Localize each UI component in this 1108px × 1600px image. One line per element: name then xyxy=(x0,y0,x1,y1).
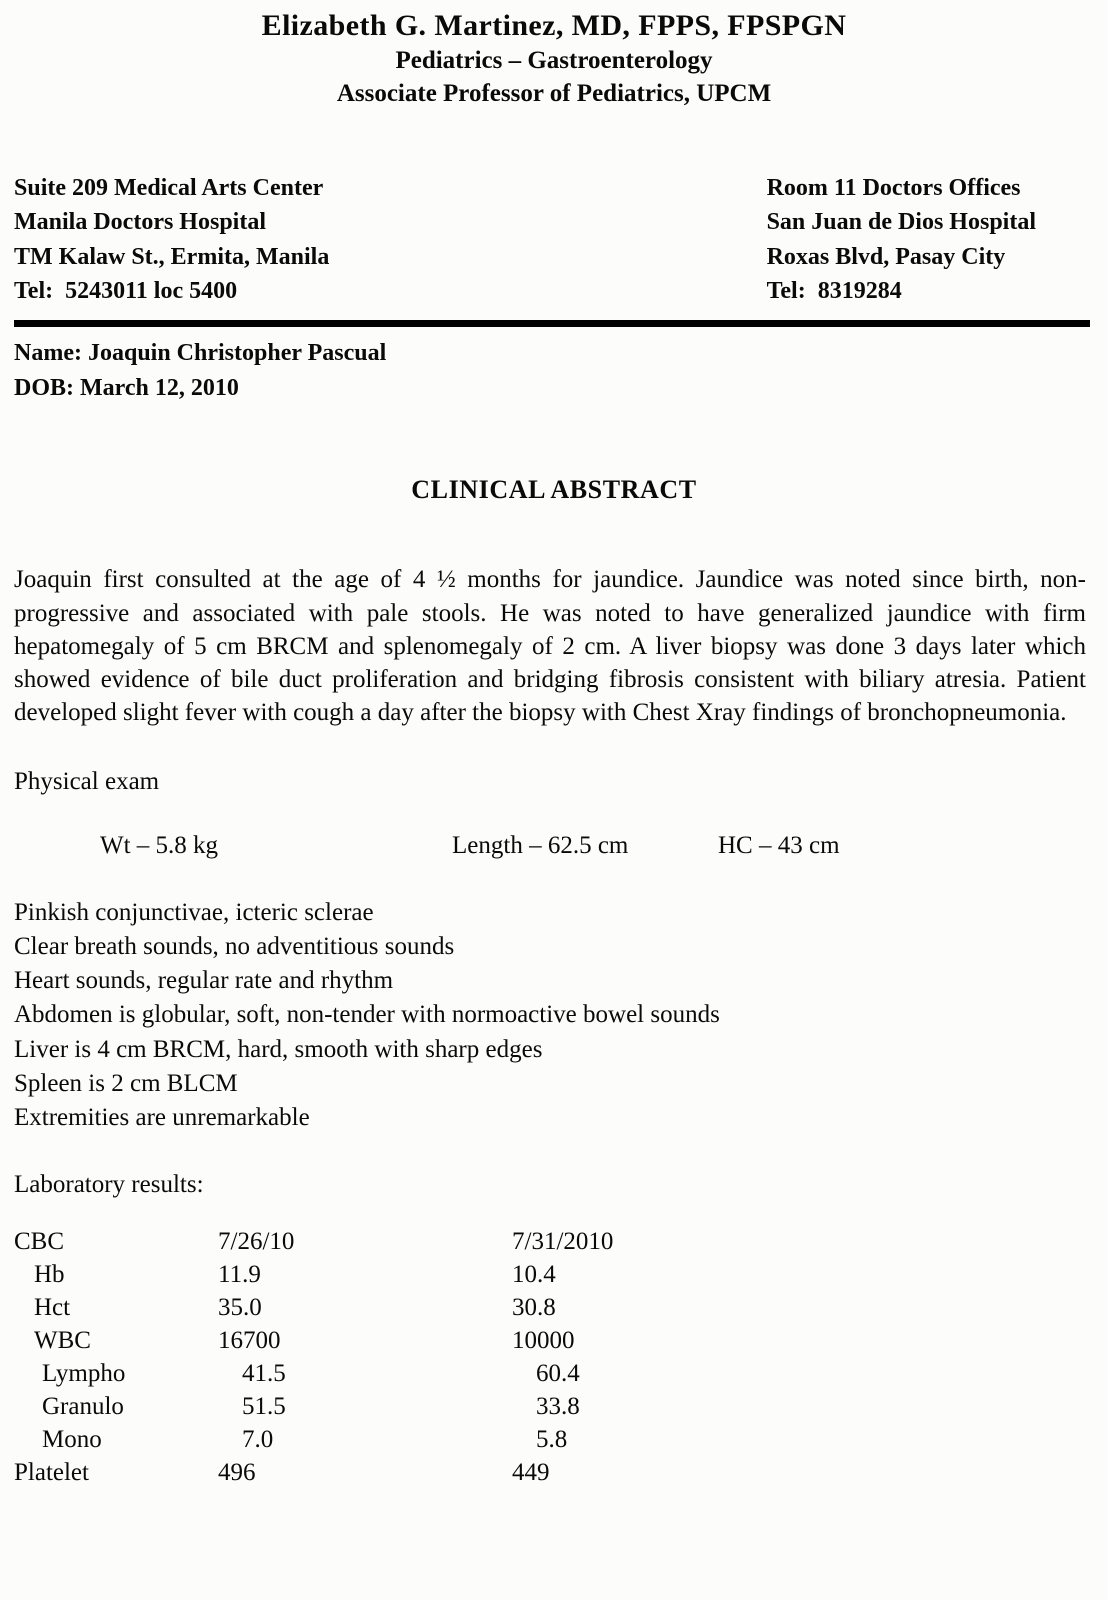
lab-value-date1: 11.9 xyxy=(218,1260,261,1288)
lab-test-name: Platelet xyxy=(14,1458,89,1486)
lab-value-date1: 35.0 xyxy=(218,1293,262,1321)
address-column-pasay xyxy=(767,171,1036,307)
lab-value-date2: 33.8 xyxy=(536,1392,580,1420)
clinical-abstract-paragraph: Joaquin first consulted at the age of 4 ½ months for jaundice. Jaundice was noted since birth, non-progressive and associated with pale stools. He was noted to have generalized jaundice with firm hepatomegaly of 5 cm BRCM and splenomegaly of 2 cm. A liver biopsy was done 3 days later which showed evidence of bile duct proliferation and bridging fibrosis consistent with biliary atresia. Patient developed slight fever with cough a day after the biopsy with Chest Xray findings of bronchopneumonia. xyxy=(14,566,1086,727)
lab-value-date2: 10000 xyxy=(512,1326,575,1354)
lab-test-name: Granulo xyxy=(42,1392,124,1420)
address-block xyxy=(0,171,1108,307)
address-line: Suite 209 Medical Arts Center xyxy=(14,175,324,202)
physical-exam-heading: Physical exam xyxy=(14,767,160,795)
finding-item: Pinkish conjunctivae, icteric sclerae xyxy=(14,899,374,927)
lab-value-date1: 41.5 xyxy=(242,1359,286,1387)
table-row xyxy=(14,1258,613,1291)
address-line: Manila Doctors Hospital xyxy=(14,209,266,236)
patient-dob-value: March 12, 2010 xyxy=(80,374,239,401)
lab-value-date1: 51.5 xyxy=(242,1392,286,1420)
header-divider xyxy=(14,320,1090,327)
address-line: TM Kalaw St., Ermita, Manila xyxy=(14,243,330,270)
lab-table-head xyxy=(14,1225,613,1258)
lab-test-name: Hct xyxy=(34,1293,71,1321)
address-phone: Tel: 8319284 xyxy=(766,277,902,304)
finding-item: Heart sounds, regular rate and rhythm xyxy=(14,967,394,995)
doctor-name: Elizabeth G. Martinez, MD, FPPS, FPSPGN xyxy=(261,9,847,42)
finding-item: Extremities are unremarkable xyxy=(14,1103,310,1131)
patient-name-value: Joaquin Christopher Pascual xyxy=(87,339,387,366)
lab-value-date1: 16700 xyxy=(218,1326,281,1354)
patient-dob-label: DOB: xyxy=(14,374,74,401)
finding-item: Liver is 4 cm BRCM, hard, smooth with sharp edges xyxy=(14,1035,543,1063)
patient-name-label: Name: xyxy=(14,339,82,366)
finding-item: Spleen is 2 cm BLCM xyxy=(14,1069,238,1097)
address-column-manila xyxy=(14,171,329,307)
laboratory-results-table xyxy=(14,1225,613,1489)
vital-weight: Wt – 5.8 kg xyxy=(100,832,219,860)
table-row xyxy=(14,1357,613,1390)
table-row xyxy=(14,1390,613,1423)
laboratory-heading: Laboratory results: xyxy=(14,1170,204,1198)
table-row xyxy=(14,1291,613,1324)
patient-dob-row xyxy=(14,371,1108,406)
doctor-appointment: Associate Professor of Pediatrics, UPCM xyxy=(336,80,772,108)
table-row xyxy=(14,1324,613,1357)
finding-item: Clear breath sounds, no adventitious sounds xyxy=(14,933,455,961)
vital-length: Length – 62.5 cm xyxy=(452,832,629,860)
lab-column-header-date2: 7/31/2010 xyxy=(512,1227,614,1255)
lab-table-body xyxy=(14,1258,613,1489)
lab-test-name: WBC xyxy=(34,1326,91,1354)
vital-head-circumference: HC – 43 cm xyxy=(718,832,840,860)
lab-value-date2: 30.8 xyxy=(512,1293,556,1321)
patient-info xyxy=(0,327,1108,406)
lab-test-name: Mono xyxy=(42,1425,102,1453)
lab-value-date2: 10.4 xyxy=(512,1260,556,1288)
lab-test-name: Hb xyxy=(34,1260,65,1288)
address-line: Roxas Blvd, Pasay City xyxy=(766,243,1006,270)
section-title: CLINICAL ABSTRACT xyxy=(411,475,697,505)
letterhead xyxy=(0,0,1108,109)
table-row xyxy=(14,1456,613,1489)
doctor-specialty: Pediatrics – Gastroenterology xyxy=(395,47,713,75)
lab-value-date1: 496 xyxy=(218,1458,256,1486)
patient-name-row xyxy=(14,336,1108,371)
lab-value-date2: 449 xyxy=(512,1458,550,1486)
table-header-row xyxy=(14,1225,613,1258)
address-line: Room 11 Doctors Offices xyxy=(766,175,1021,202)
table-row xyxy=(14,1423,613,1456)
lab-column-header-test: CBC xyxy=(14,1227,65,1255)
lab-value-date1: 7.0 xyxy=(242,1425,274,1453)
lab-test-name: Lympho xyxy=(42,1359,126,1387)
lab-value-date2: 5.8 xyxy=(536,1425,568,1453)
lab-column-header-date1: 7/26/10 xyxy=(218,1227,295,1255)
address-phone: Tel: 5243011 loc 5400 xyxy=(14,277,238,304)
finding-item: Abdomen is globular, soft, non-tender with normoactive bowel sounds xyxy=(14,1001,720,1029)
vitals-row xyxy=(0,832,1108,864)
physical-exam-findings xyxy=(14,896,1108,1135)
address-line: San Juan de Dios Hospital xyxy=(766,209,1036,236)
lab-value-date2: 60.4 xyxy=(536,1359,580,1387)
